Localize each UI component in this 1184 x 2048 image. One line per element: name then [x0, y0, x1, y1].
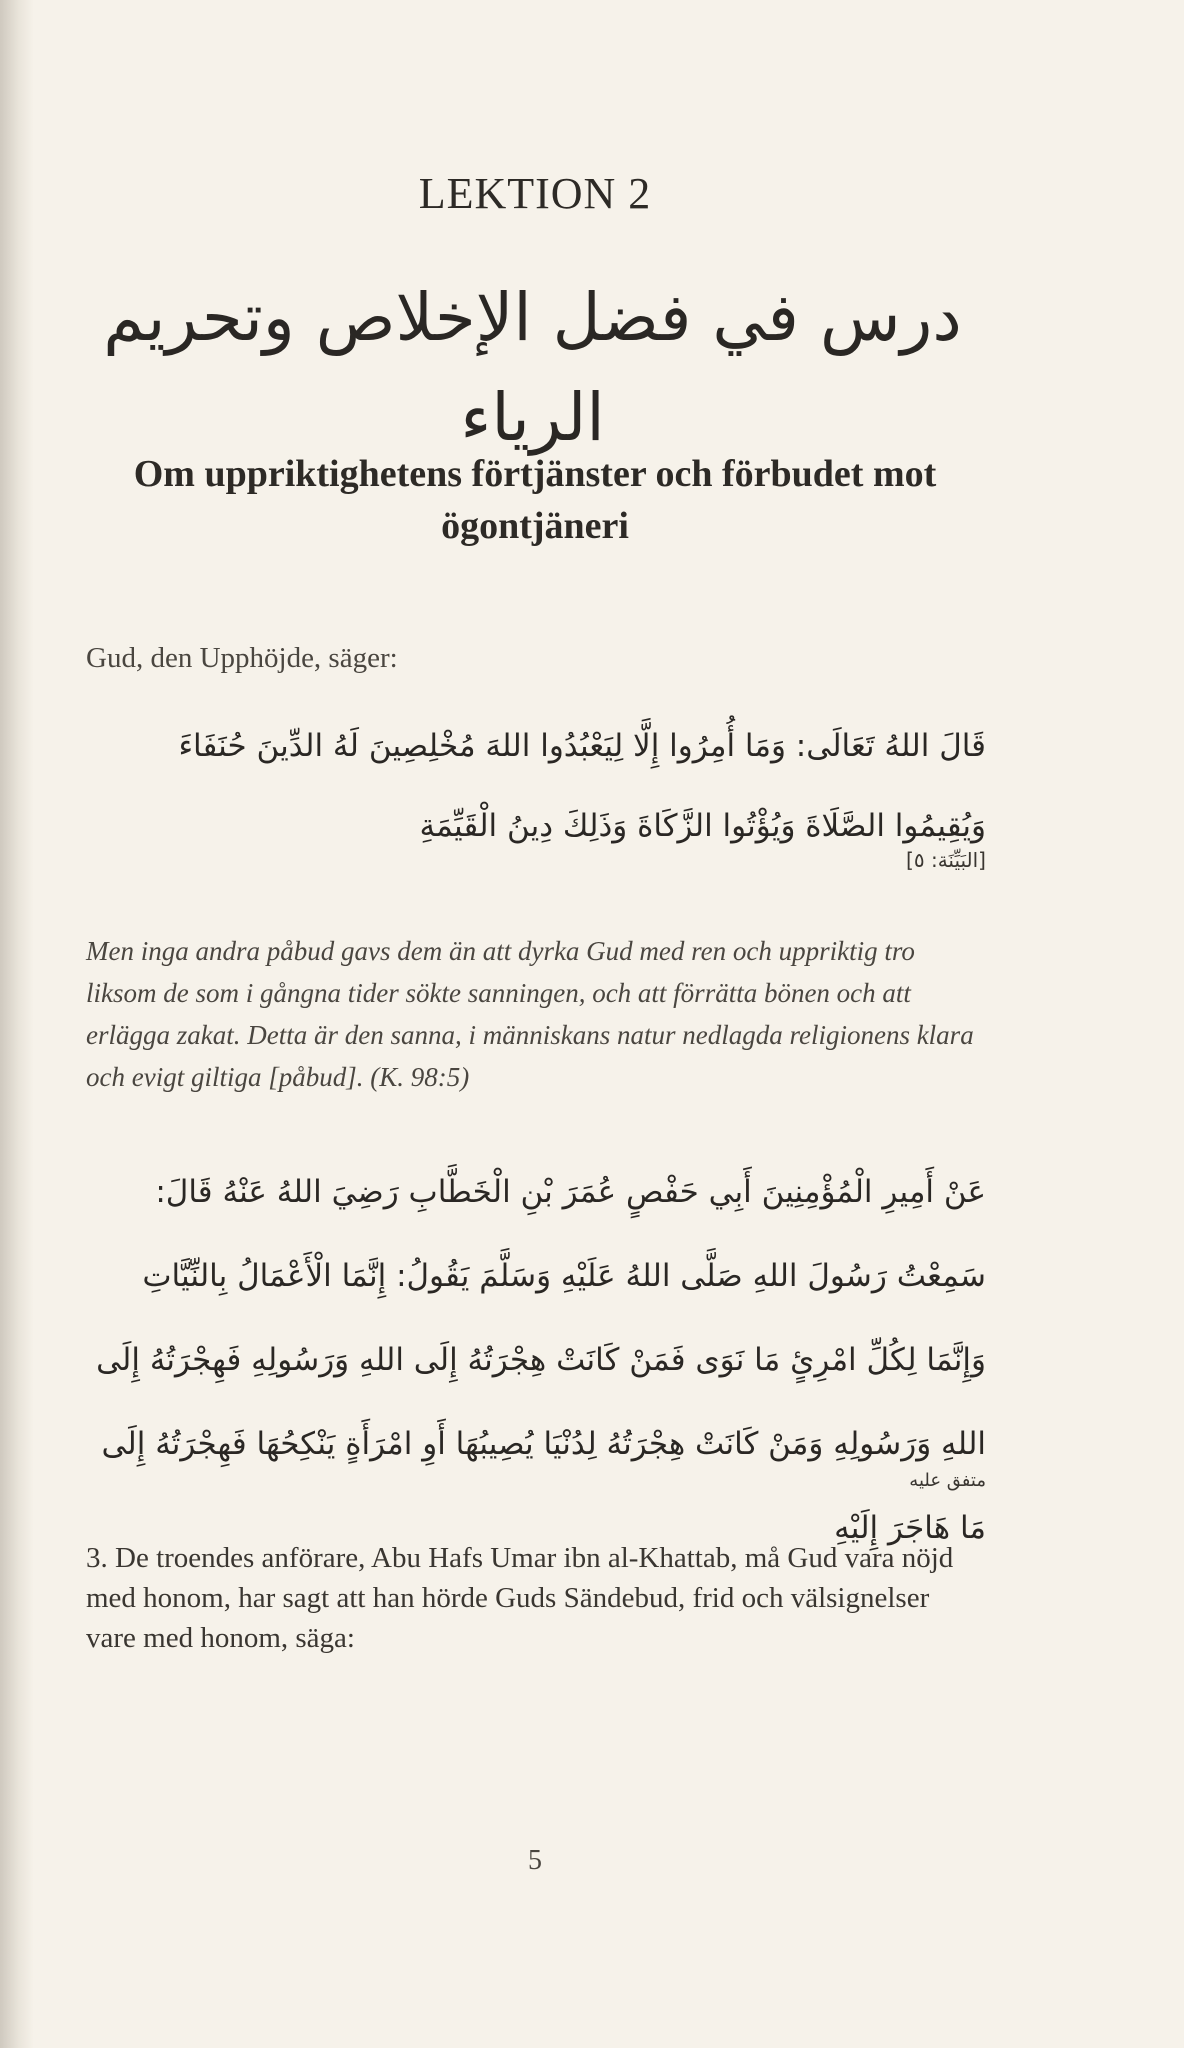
page-number: 5 [528, 1845, 542, 1876]
lesson-title: Om uppriktighetens förtjänster och förbudet mot ögontjäneri [133, 453, 937, 547]
verse-reference: [البَيِّنَة: ٥] [906, 848, 986, 872]
hadith-narration: 3. De troendes anförare, Abu Hafs Umar ibn al-Khattab, må Gud vara nöjd med honom, har sagt att han hörde Guds Sändebud, frid och välsignelser vare med honom, säga: [86, 1542, 954, 1654]
intro-line: Gud, den Upphöjde, säger: [86, 642, 398, 674]
verse-translation: Men inga andra påbud gavs dem än att dyrka Gud med ren och uppriktig tro liksom de som i gångna tider sökte sanningen, och att förrätta bönen och att erlägga zakat. Detta är den sanna, i människans natur nedlagda religionens klara och evigt giltiga [påbud]. (K. 98:5) [86, 936, 974, 1092]
arabic-hadith: عَنْ أَمِيرِ الْمُؤْمِنِينَ أَبِي حَفْصٍ عُمَرَ بْنِ الْخَطَّابِ رَضِيَ اللهُ عَنْهُ قَالَ: سَمِعْتُ رَسُولَ اللهِ صَلَّى اللهُ عَلَيْهِ وَسَلَّمَ يَقُولُ: إِنَّمَا الْأَعْمَالُ بِالنِّيَّاتِ وَإِنَّمَا لِكُلِّ امْرِئٍ مَا نَوَى فَمَنْ كَانَتْ هِجْرَتُهُ إِلَى اللهِ وَرَسُولِهِ فَهِجْرَتُهُ إِلَى اللهِ وَرَسُولِهِ وَمَنْ كَانَتْ هِجْرَتُهُ لِدُنْيَا يُصِيبُهَا أَوِ امْرَأَةٍ يَنْكِحُهَا فَهِجْرَتُهُ إِلَى مَا هَاجَرَ إِلَيْهِ [96, 1174, 986, 1546]
arabic-title: درس في فضل الإخلاص وتحريم الرياء [103, 279, 962, 456]
chapter-heading: LEKTION 2 [418, 169, 652, 218]
arabic-verse: قَالَ اللهُ تَعَالَى: وَمَا أُمِرُوا إِلَّا لِيَعْبُدُوا اللهَ مُخْلِصِينَ لَهُ الدِّينَ حُنَفَاءَ وَيُقِيمُوا الصَّلَاةَ وَيُؤْتُوا الزَّكَاةَ وَذَلِكَ دِينُ الْقَيِّمَةِ [178, 728, 986, 844]
hadith-source: متفق عليه [909, 1470, 986, 1491]
